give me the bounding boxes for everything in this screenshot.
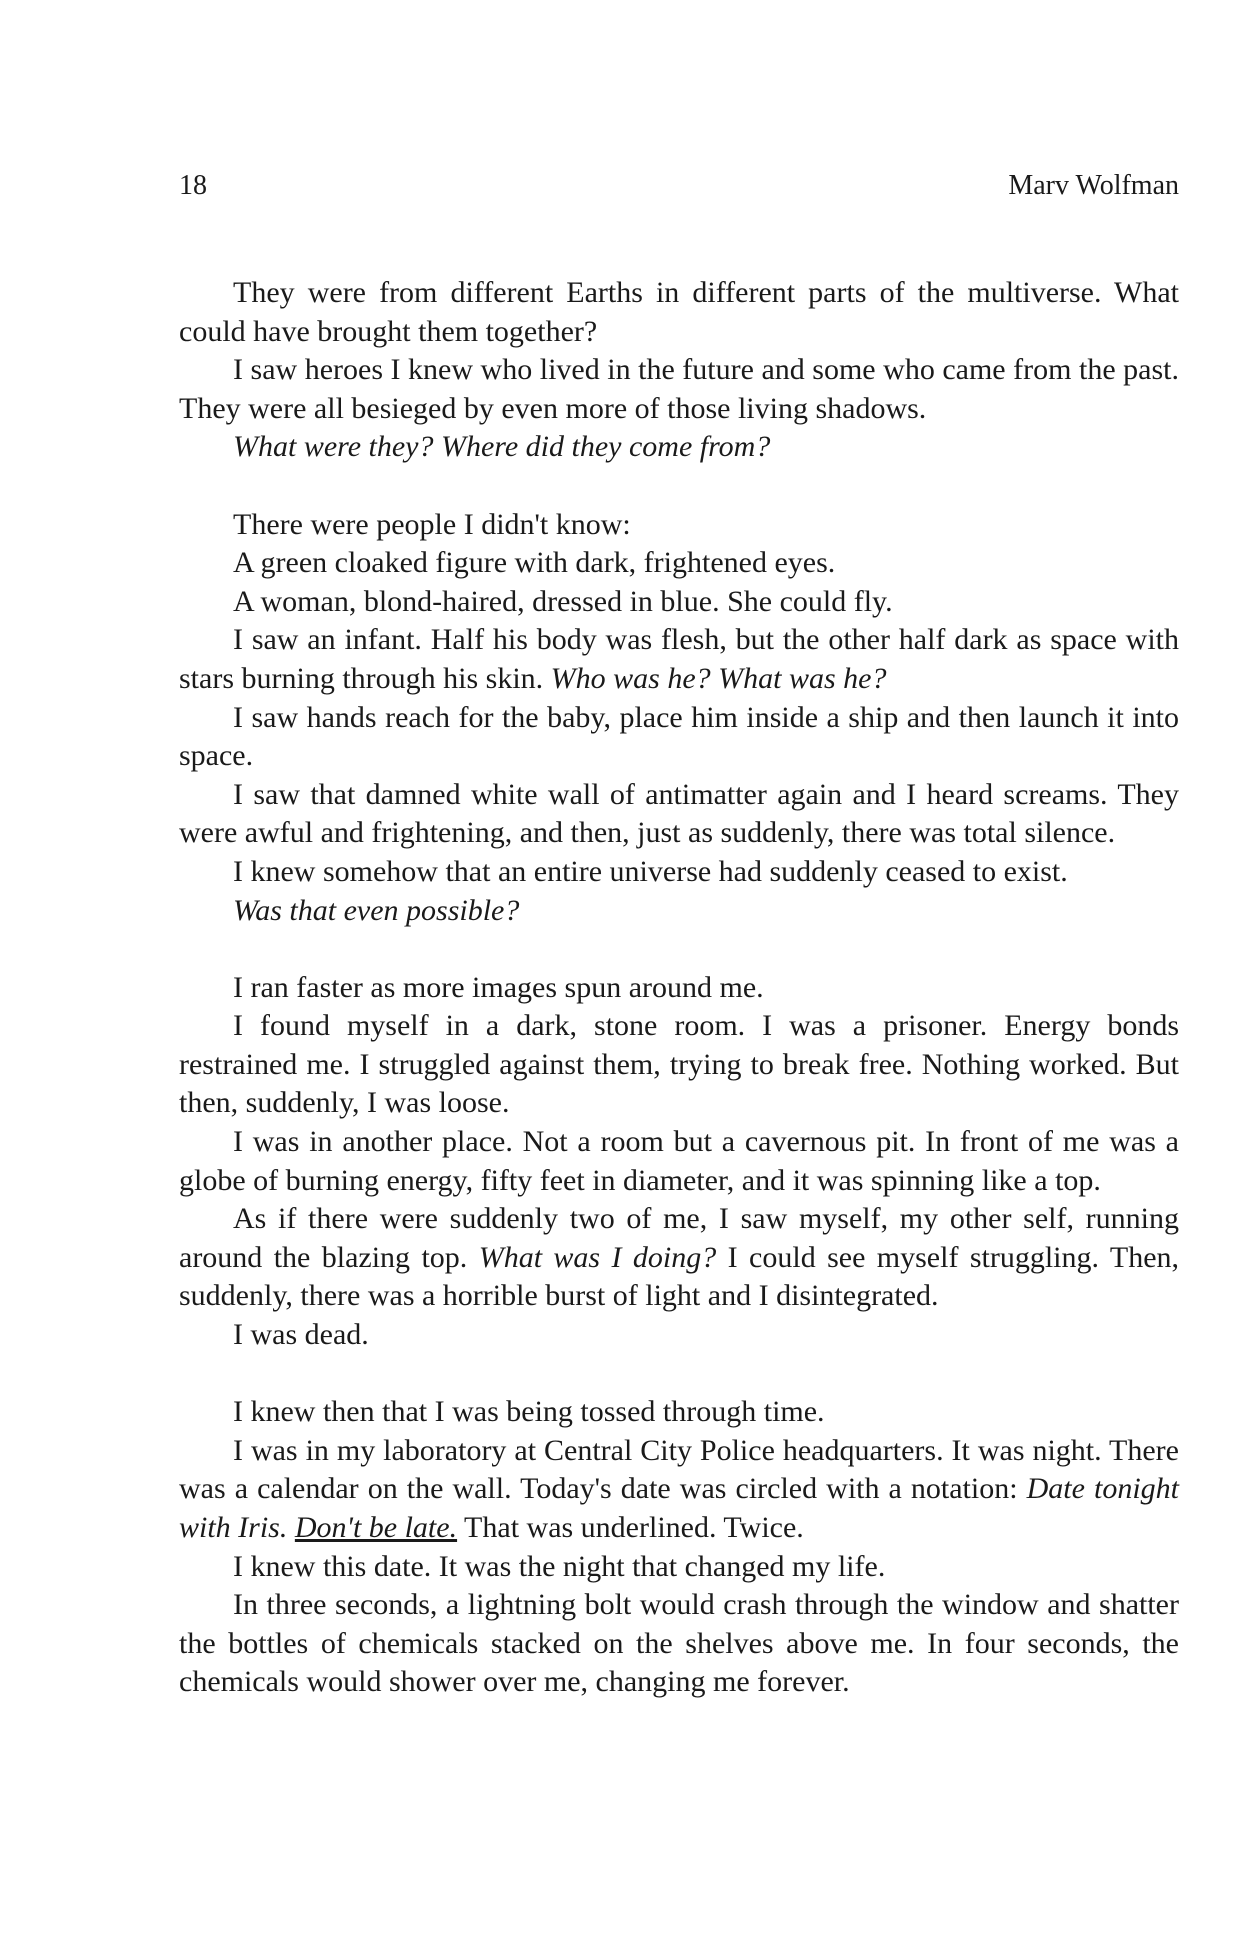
paragraph-text: I was in my laboratory at Central City Police headquarters. It was night. There was a calendar on the wall. Today's date was circled with a notation: xyxy=(179,1433,1179,1506)
paragraph: I knew this date. It was the night that changed my life. xyxy=(233,1549,886,1583)
paragraph: I knew somehow that an entire universe had suddenly ceased to exist. xyxy=(233,854,1068,888)
paragraph: There were people I didn't know: xyxy=(233,507,631,541)
page-number: 18 xyxy=(179,170,207,201)
section-break xyxy=(179,467,1179,506)
italic-thought: What was I doing? xyxy=(478,1240,717,1274)
italic-thought: Was that even possible? xyxy=(233,893,520,927)
paragraph xyxy=(179,1200,1179,1316)
paragraph: I saw heroes I knew who lived in the future and some who came from the past. They were all besieged by even more of those living shadows. xyxy=(179,353,1179,425)
paragraph: I was dead. xyxy=(233,1318,369,1352)
calendar-note-underlined: Don't be late. xyxy=(294,1511,458,1544)
paragraph-text: As if there were suddenly two of me, I saw myself, my other self, running around the blazing top. xyxy=(179,1202,1179,1274)
paragraph: I ran faster as more images spun around me. xyxy=(233,970,764,1004)
paragraph-text: I saw an infant. Half his body was flesh, but the other half dark as space with stars burning through his skin. xyxy=(179,623,1179,695)
paragraph: I saw that damned white wall of antimatter again and I heard screams. They were awful and frightening, and then, just as suddenly, there was total silence. xyxy=(179,777,1179,850)
italic-thought: Who was he? What was he? xyxy=(550,661,887,695)
paragraph: I knew then that I was being tossed through time. xyxy=(233,1395,825,1429)
body-text xyxy=(179,274,1179,1702)
paragraph: A green cloaked figure with dark, frightened eyes. xyxy=(233,546,836,580)
paragraph xyxy=(179,621,1179,698)
running-title-author: Marv Wolfman xyxy=(1008,170,1179,201)
section-break xyxy=(179,1355,1179,1394)
section-break xyxy=(179,930,1179,969)
paragraph: They were from different Earths in different parts of the multiverse. What could have brought them together? xyxy=(179,276,1179,348)
paragraph: A woman, blond-haired, dressed in blue. She could fly. xyxy=(233,584,893,618)
calendar-note: Date tonight with Iris. xyxy=(179,1472,1180,1544)
paragraph: I found myself in a dark, stone room. I was a prisoner. Energy bonds restrained me. I struggled against them, trying to break free. Nothing worked. But then, suddenly, I was loose. xyxy=(179,1009,1179,1120)
paragraph: I was in another place. Not a room but a cavernous pit. In front of me was a globe of burning energy, fifty feet in diameter, and it was spinning like a top. xyxy=(179,1125,1179,1197)
paragraph-text: I could see myself struggling. Then, suddenly, there was a horrible burst of light and I disintegrated. xyxy=(179,1240,1180,1313)
paragraph xyxy=(179,1432,1179,1548)
paragraph-text: That was underlined. Twice. xyxy=(464,1511,804,1544)
running-head xyxy=(179,166,1179,206)
paragraph: I saw hands reach for the baby, place him inside a ship and then launch it into space. xyxy=(179,700,1179,773)
paragraph: In three seconds, a lightning bolt would crash through the window and shatter the bottles of chemicals stacked on the shelves above me. In four seconds, the chemicals would shower over me, changing me forever. xyxy=(179,1588,1179,1699)
italic-thought: What were they? Where did they come from? xyxy=(233,430,771,464)
